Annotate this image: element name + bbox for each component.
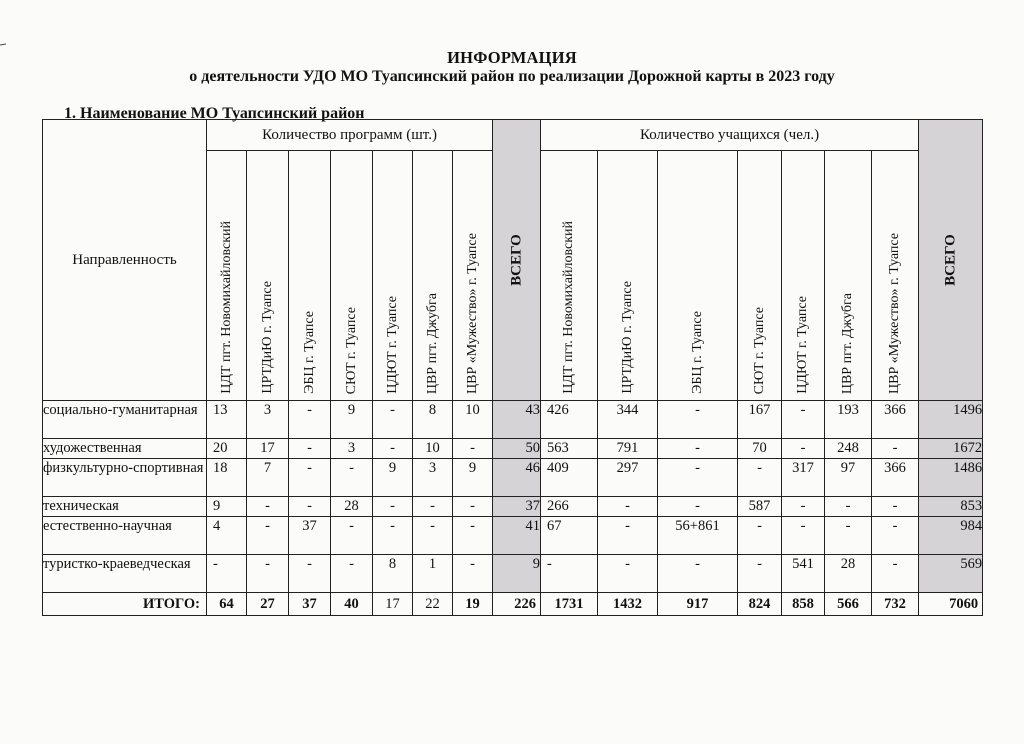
- program-total-count: 64: [207, 593, 247, 616]
- program-count-cell: -: [247, 555, 289, 593]
- student-count-cell: -: [872, 439, 919, 459]
- program-count-cell: 9: [331, 401, 373, 439]
- student-count-cell: -: [658, 401, 738, 439]
- program-total-cell: 43: [493, 401, 541, 439]
- direction-label: художественная: [43, 439, 207, 459]
- section-title: 1. Наименование МО Туапсинский район: [64, 105, 365, 122]
- program-column-label: ЦВР пгт. Джубга: [424, 292, 440, 394]
- student-count-cell: 563: [541, 439, 598, 459]
- program-count-cell: -: [289, 555, 331, 593]
- program-count-cell: -: [373, 401, 413, 439]
- student-count-cell: -: [782, 401, 825, 439]
- student-column-label: ЦДЮТ г. Туапсе: [795, 296, 811, 394]
- program-count-cell: 9: [207, 497, 247, 517]
- program-total-cell: 9: [493, 555, 541, 593]
- program-count-cell: -: [289, 497, 331, 517]
- program-count-cell: -: [373, 517, 413, 555]
- program-count-cell: -: [373, 439, 413, 459]
- program-count-cell: -: [331, 517, 373, 555]
- programs-grand-total: 226: [493, 593, 541, 616]
- student-count-cell: -: [825, 497, 872, 517]
- student-count-cell: -: [658, 439, 738, 459]
- program-count-cell: -: [247, 497, 289, 517]
- program-count-cell: 4: [207, 517, 247, 555]
- program-count-cell: 8: [413, 401, 453, 439]
- report-table: [42, 119, 983, 616]
- student-column-header: [658, 151, 738, 401]
- student-total-cell: 1486: [919, 459, 983, 497]
- student-column-header: [541, 151, 598, 401]
- programs-header: Количество программ (шт.): [207, 120, 493, 151]
- table-row: [43, 459, 983, 497]
- student-total-count: 917: [658, 593, 738, 616]
- student-count-cell: -: [738, 517, 782, 555]
- program-column-header: [331, 151, 373, 401]
- student-column-label: ЦДТ пгт. Новомихайловский: [561, 221, 577, 394]
- student-column-header: [872, 151, 919, 401]
- program-count-cell: 20: [207, 439, 247, 459]
- program-count-cell: -: [247, 517, 289, 555]
- student-count-cell: -: [658, 555, 738, 593]
- student-count-cell: 409: [541, 459, 598, 497]
- student-count-cell: 67: [541, 517, 598, 555]
- student-total-count: 858: [782, 593, 825, 616]
- direction-label: туристко-краеведческая: [43, 555, 207, 593]
- student-column-label: ЦРТДиЮ г. Туапсе: [619, 281, 635, 394]
- program-total-count: 19: [453, 593, 493, 616]
- program-count-cell: 28: [331, 497, 373, 517]
- students-total-label: ВСЕГО: [942, 234, 959, 286]
- program-count-cell: 8: [373, 555, 413, 593]
- student-total-cell: 984: [919, 517, 983, 555]
- program-count-cell: -: [289, 401, 331, 439]
- student-total-count: 824: [738, 593, 782, 616]
- program-count-cell: 9: [453, 459, 493, 497]
- student-count-cell: 426: [541, 401, 598, 439]
- student-count-cell: -: [872, 517, 919, 555]
- program-count-cell: 1: [413, 555, 453, 593]
- program-count-cell: -: [331, 555, 373, 593]
- student-column-label: СЮТ г. Туапсе: [751, 306, 767, 394]
- student-total-cell: 1496: [919, 401, 983, 439]
- program-total-cell: 37: [493, 497, 541, 517]
- program-count-cell: 3: [413, 459, 453, 497]
- student-total-cell: 1672: [919, 439, 983, 459]
- direction-header: Направленность: [43, 120, 207, 401]
- totals-row: [43, 593, 983, 616]
- totals-label: ИТОГО:: [43, 593, 207, 616]
- student-total-cell: 853: [919, 497, 983, 517]
- student-total-count: 732: [872, 593, 919, 616]
- student-count-cell: 97: [825, 459, 872, 497]
- table-row: [43, 497, 983, 517]
- document-heading: ИНФОРМАЦИЯ: [447, 48, 577, 67]
- program-count-cell: 9: [373, 459, 413, 497]
- student-count-cell: 248: [825, 439, 872, 459]
- student-column-label: ЦВР пгт. Джубга: [840, 292, 856, 394]
- student-column-header: [825, 151, 872, 401]
- table-row: [43, 555, 983, 593]
- student-count-cell: 56+861: [658, 517, 738, 555]
- student-count-cell: 297: [598, 459, 658, 497]
- program-column-label: СЮТ г. Туапсе: [343, 306, 359, 394]
- student-count-cell: 587: [738, 497, 782, 517]
- direction-label: социально-гуманитарная: [43, 401, 207, 439]
- direction-label: физкультурно-спортивная: [43, 459, 207, 497]
- student-count-cell: -: [872, 555, 919, 593]
- program-column-label: ЦДТ пгт. Новомихайловский: [218, 221, 234, 394]
- program-count-cell: -: [289, 459, 331, 497]
- student-column-label: ЭБЦ г. Туапсе: [689, 311, 705, 394]
- program-count-cell: -: [453, 439, 493, 459]
- program-count-cell: -: [207, 555, 247, 593]
- student-column-header: [738, 151, 782, 401]
- student-count-cell: 791: [598, 439, 658, 459]
- student-count-cell: -: [782, 497, 825, 517]
- students-header: Количество учащихся (чел.): [541, 120, 919, 151]
- program-total-cell: 41: [493, 517, 541, 555]
- program-count-cell: 7: [247, 459, 289, 497]
- program-count-cell: -: [413, 517, 453, 555]
- student-count-cell: -: [598, 497, 658, 517]
- student-count-cell: -: [658, 459, 738, 497]
- program-count-cell: -: [413, 497, 453, 517]
- program-count-cell: 17: [247, 439, 289, 459]
- program-column-header: [207, 151, 247, 401]
- direction-label: естественно-научная: [43, 517, 207, 555]
- program-count-cell: 3: [331, 439, 373, 459]
- program-count-cell: -: [453, 555, 493, 593]
- program-total-cell: 50: [493, 439, 541, 459]
- program-column-header: [413, 151, 453, 401]
- student-total-count: 1432: [598, 593, 658, 616]
- program-column-label: ЭБЦ г. Туапсе: [301, 311, 317, 394]
- program-count-cell: -: [453, 517, 493, 555]
- student-total-count: 1731: [541, 593, 598, 616]
- student-column-header: [598, 151, 658, 401]
- programs-total-label: ВСЕГО: [508, 234, 525, 286]
- student-count-cell: 366: [872, 459, 919, 497]
- student-count-cell: 167: [738, 401, 782, 439]
- student-total-count: 566: [825, 593, 872, 616]
- scan-mark: [0, 43, 6, 45]
- program-count-cell: -: [289, 439, 331, 459]
- students-total-header: [919, 120, 983, 401]
- student-count-cell: 28: [825, 555, 872, 593]
- student-count-cell: -: [825, 517, 872, 555]
- student-count-cell: -: [738, 555, 782, 593]
- program-count-cell: -: [453, 497, 493, 517]
- direction-label: техническая: [43, 497, 207, 517]
- program-column-header: [373, 151, 413, 401]
- student-count-cell: -: [598, 517, 658, 555]
- student-total-cell: 569: [919, 555, 983, 593]
- program-count-cell: 13: [207, 401, 247, 439]
- program-column-label: ЦРТДиЮ г. Туапсе: [259, 281, 275, 394]
- student-count-cell: 344: [598, 401, 658, 439]
- program-count-cell: 37: [289, 517, 331, 555]
- table-row: [43, 439, 983, 459]
- student-count-cell: -: [782, 439, 825, 459]
- program-total-cell: 46: [493, 459, 541, 497]
- table-row: [43, 517, 983, 555]
- program-total-count: 27: [247, 593, 289, 616]
- program-count-cell: 18: [207, 459, 247, 497]
- program-column-label: ЦВР «Мужество» г. Туапсе: [464, 233, 480, 394]
- student-count-cell: -: [658, 497, 738, 517]
- table-row: [43, 401, 983, 439]
- document-subheading: о деятельности УДО МО Туапсинский район по реализации Дорожной карты в 2023 году: [189, 68, 835, 85]
- student-count-cell: 70: [738, 439, 782, 459]
- student-count-cell: -: [738, 459, 782, 497]
- program-column-header: [247, 151, 289, 401]
- student-count-cell: 266: [541, 497, 598, 517]
- students-grand-total: 7060: [919, 593, 983, 616]
- student-column-label: ЦВР «Мужество» г. Туапсе: [887, 233, 903, 394]
- student-count-cell: -: [598, 555, 658, 593]
- program-total-count: 22: [413, 593, 453, 616]
- program-total-count: 40: [331, 593, 373, 616]
- program-column-header: [289, 151, 331, 401]
- program-column-header: [453, 151, 493, 401]
- program-count-cell: -: [373, 497, 413, 517]
- student-count-cell: 541: [782, 555, 825, 593]
- student-count-cell: 193: [825, 401, 872, 439]
- program-count-cell: 3: [247, 401, 289, 439]
- student-count-cell: -: [872, 497, 919, 517]
- student-count-cell: 366: [872, 401, 919, 439]
- student-count-cell: -: [782, 517, 825, 555]
- student-count-cell: -: [541, 555, 598, 593]
- student-count-cell: 317: [782, 459, 825, 497]
- program-total-count: 17: [373, 593, 413, 616]
- program-count-cell: 10: [413, 439, 453, 459]
- program-count-cell: 10: [453, 401, 493, 439]
- program-count-cell: -: [331, 459, 373, 497]
- student-column-header: [782, 151, 825, 401]
- program-column-label: ЦДЮТ г. Туапсе: [384, 296, 400, 394]
- programs-total-header: [493, 120, 541, 401]
- program-total-count: 37: [289, 593, 331, 616]
